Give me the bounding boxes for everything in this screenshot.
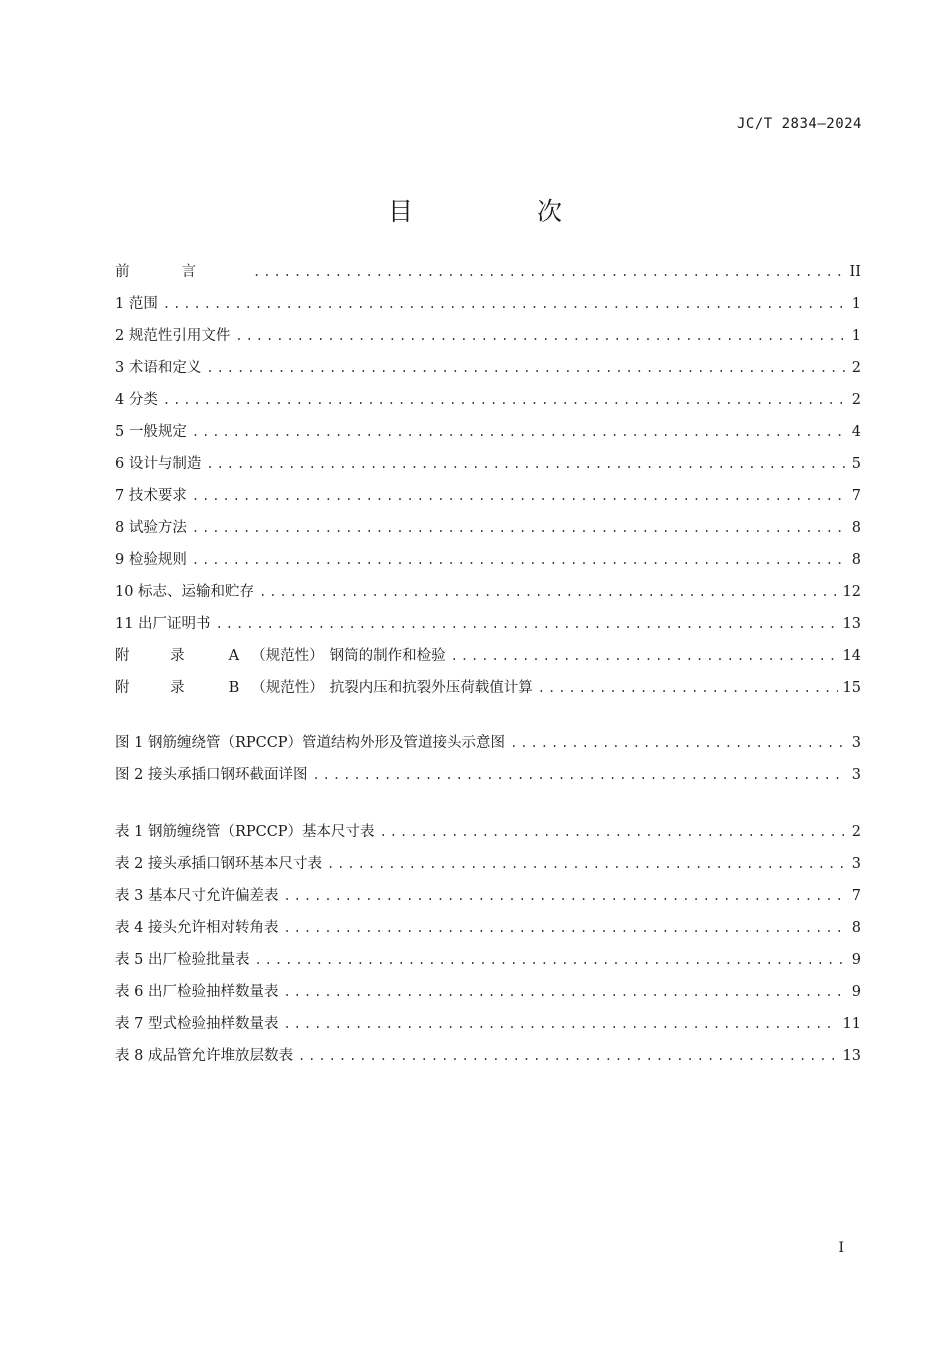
toc-entry-label: 前言 — [115, 264, 248, 280]
toc-entry-label: 5 一般规定 — [115, 424, 187, 440]
toc-entry-page: 2 — [851, 360, 861, 376]
toc-entry-label: 2 规范性引用文件 — [115, 328, 231, 344]
toc-entry-appendix-b[interactable] — [115, 676, 861, 708]
appendix-nature: （规范性） — [251, 648, 324, 664]
toc-entry-chapter-3[interactable] — [115, 356, 861, 388]
appendix-name: 钢筒的制作和检验 — [329, 648, 446, 664]
toc-entry-page: 4 — [851, 424, 861, 440]
toc-entry-label: 6 设计与制造 — [115, 456, 202, 472]
toc-entry-table-4[interactable] — [115, 916, 861, 948]
toc-chapters — [115, 260, 861, 708]
toc-entry-page: 7 — [851, 488, 861, 504]
toc-entry-label: 4 分类 — [115, 392, 158, 408]
toc-entry-chapter-8[interactable] — [115, 516, 861, 548]
toc-entry-page: 14 — [842, 648, 861, 664]
toc-entry-chapter-5[interactable] — [115, 420, 861, 452]
toc-entry-page: 3 — [851, 767, 861, 783]
leader-dots — [192, 489, 847, 503]
toc-entry-page: 13 — [842, 616, 861, 632]
leader-dots — [451, 649, 838, 663]
toc-entry-label — [115, 676, 533, 697]
document-code: JC/T 2834—2024 — [736, 116, 862, 132]
appendix-prefix: 附 录 — [115, 680, 203, 696]
leader-dots — [283, 921, 846, 935]
toc-tables — [115, 820, 861, 1076]
toc-entry-table-6[interactable] — [115, 980, 861, 1012]
toc-entry-table-1[interactable] — [115, 820, 861, 852]
toc-entry-label: 表 3 基本尺寸允许偏差表 — [115, 888, 279, 904]
toc-entry-page: 5 — [851, 456, 861, 472]
toc-entry-label: 8 试验方法 — [115, 520, 187, 536]
leader-dots — [163, 393, 847, 407]
toc-entry-label: 表 7 型式检验抽样数量表 — [115, 1016, 279, 1032]
toc-entry-table-5[interactable] — [115, 948, 861, 980]
toc-entry-label: 9 检验规则 — [115, 552, 187, 568]
leader-dots — [380, 825, 847, 839]
leader-dots — [192, 521, 847, 535]
toc-entry-table-3[interactable] — [115, 884, 861, 916]
toc-entry-chapter-4[interactable] — [115, 388, 861, 420]
toc-entry-chapter-6[interactable] — [115, 452, 861, 484]
leader-dots — [283, 1017, 837, 1031]
appendix-letter: A — [228, 648, 240, 664]
toc-entry-page: 3 — [851, 735, 861, 751]
toc-entry-page: 9 — [851, 984, 861, 1000]
toc-entry-label — [115, 644, 446, 665]
toc-entry-chapter-9[interactable] — [115, 548, 861, 580]
appendix-prefix: 附 录 — [115, 648, 203, 664]
toc-entry-label: 图 1 钢筋缠绕管（RPCCP）管道结构外形及管道接头示意图 — [115, 735, 506, 751]
leader-dots — [206, 457, 846, 471]
leader-dots — [192, 425, 847, 439]
toc-entry-table-8[interactable] — [115, 1044, 861, 1076]
toc-entry-page: 15 — [842, 680, 861, 696]
toc-entry-label: 表 2 接头承插口钢环基本尺寸表 — [115, 856, 322, 872]
toc-entry-label: 1 范围 — [115, 296, 158, 312]
leader-dots — [192, 553, 847, 567]
toc-entry-label: 3 术语和定义 — [115, 360, 202, 376]
leader-dots — [254, 953, 846, 967]
leader-dots — [253, 265, 845, 279]
toc-entry-label: 10 标志、运输和贮存 — [115, 584, 255, 600]
leader-dots — [206, 361, 846, 375]
toc-entry-page: 1 — [851, 328, 861, 344]
toc-entry-page: 1 — [851, 296, 861, 312]
toc-figures — [115, 731, 861, 795]
toc-entry-page: 3 — [851, 856, 861, 872]
toc-entry-page: 2 — [851, 824, 861, 840]
toc-entry-page: 8 — [851, 552, 861, 568]
toc-entry-figure-2[interactable] — [115, 763, 861, 795]
leader-dots — [298, 1049, 838, 1063]
leader-dots — [283, 889, 846, 903]
toc-entry-label: 图 2 接头承插口钢环截面详图 — [115, 767, 308, 783]
toc-entry-page: 7 — [851, 888, 861, 904]
toc-entry-page: 11 — [842, 1016, 861, 1032]
leader-dots — [538, 681, 838, 695]
toc-entry-label: 表 8 成品管允许堆放层数表 — [115, 1048, 293, 1064]
toc-entry-chapter-7[interactable] — [115, 484, 861, 516]
toc-entry-chapter-10[interactable] — [115, 580, 861, 612]
toc-entry-page: 12 — [842, 584, 861, 600]
leader-dots — [327, 857, 847, 871]
toc-entry-page: 8 — [851, 520, 861, 536]
leader-dots — [235, 329, 846, 343]
leader-dots — [259, 585, 837, 599]
toc-entry-label: 7 技术要求 — [115, 488, 187, 504]
leader-dots — [216, 617, 838, 631]
toc-entry-foreword[interactable] — [115, 260, 861, 292]
toc-entry-label: 11 出厂证明书 — [115, 616, 211, 632]
appendix-letter: B — [228, 680, 240, 696]
page-title: 目 次 — [388, 197, 620, 226]
toc-entry-page: 13 — [842, 1048, 861, 1064]
toc-entry-figure-1[interactable] — [115, 731, 861, 763]
toc-entry-page: II — [849, 264, 861, 280]
toc-entry-page: 8 — [851, 920, 861, 936]
toc-entry-table-2[interactable] — [115, 852, 861, 884]
toc-entry-appendix-a[interactable] — [115, 644, 861, 676]
toc-entry-label: 表 4 接头允许相对转角表 — [115, 920, 279, 936]
leader-dots — [163, 297, 847, 311]
appendix-name: 抗裂内压和抗裂外压荷载值计算 — [329, 680, 533, 696]
leader-dots — [283, 985, 846, 999]
appendix-nature: （规范性） — [251, 680, 324, 696]
leader-dots — [510, 736, 847, 750]
page-number: I — [838, 1240, 844, 1256]
toc-entry-chapter-2[interactable] — [115, 324, 861, 356]
toc-entry-table-7[interactable] — [115, 1012, 861, 1044]
toc-entry-label: 表 6 出厂检验抽样数量表 — [115, 984, 279, 1000]
toc-entry-page: 9 — [851, 952, 861, 968]
toc-entry-chapter-1[interactable] — [115, 292, 861, 324]
toc-entry-label: 表 5 出厂检验批量表 — [115, 952, 250, 968]
toc-entry-label: 表 1 钢筋缠绕管（RPCCP）基本尺寸表 — [115, 824, 375, 840]
toc-entry-page: 2 — [851, 392, 861, 408]
leader-dots — [312, 768, 846, 782]
toc-entry-chapter-11[interactable] — [115, 612, 861, 644]
